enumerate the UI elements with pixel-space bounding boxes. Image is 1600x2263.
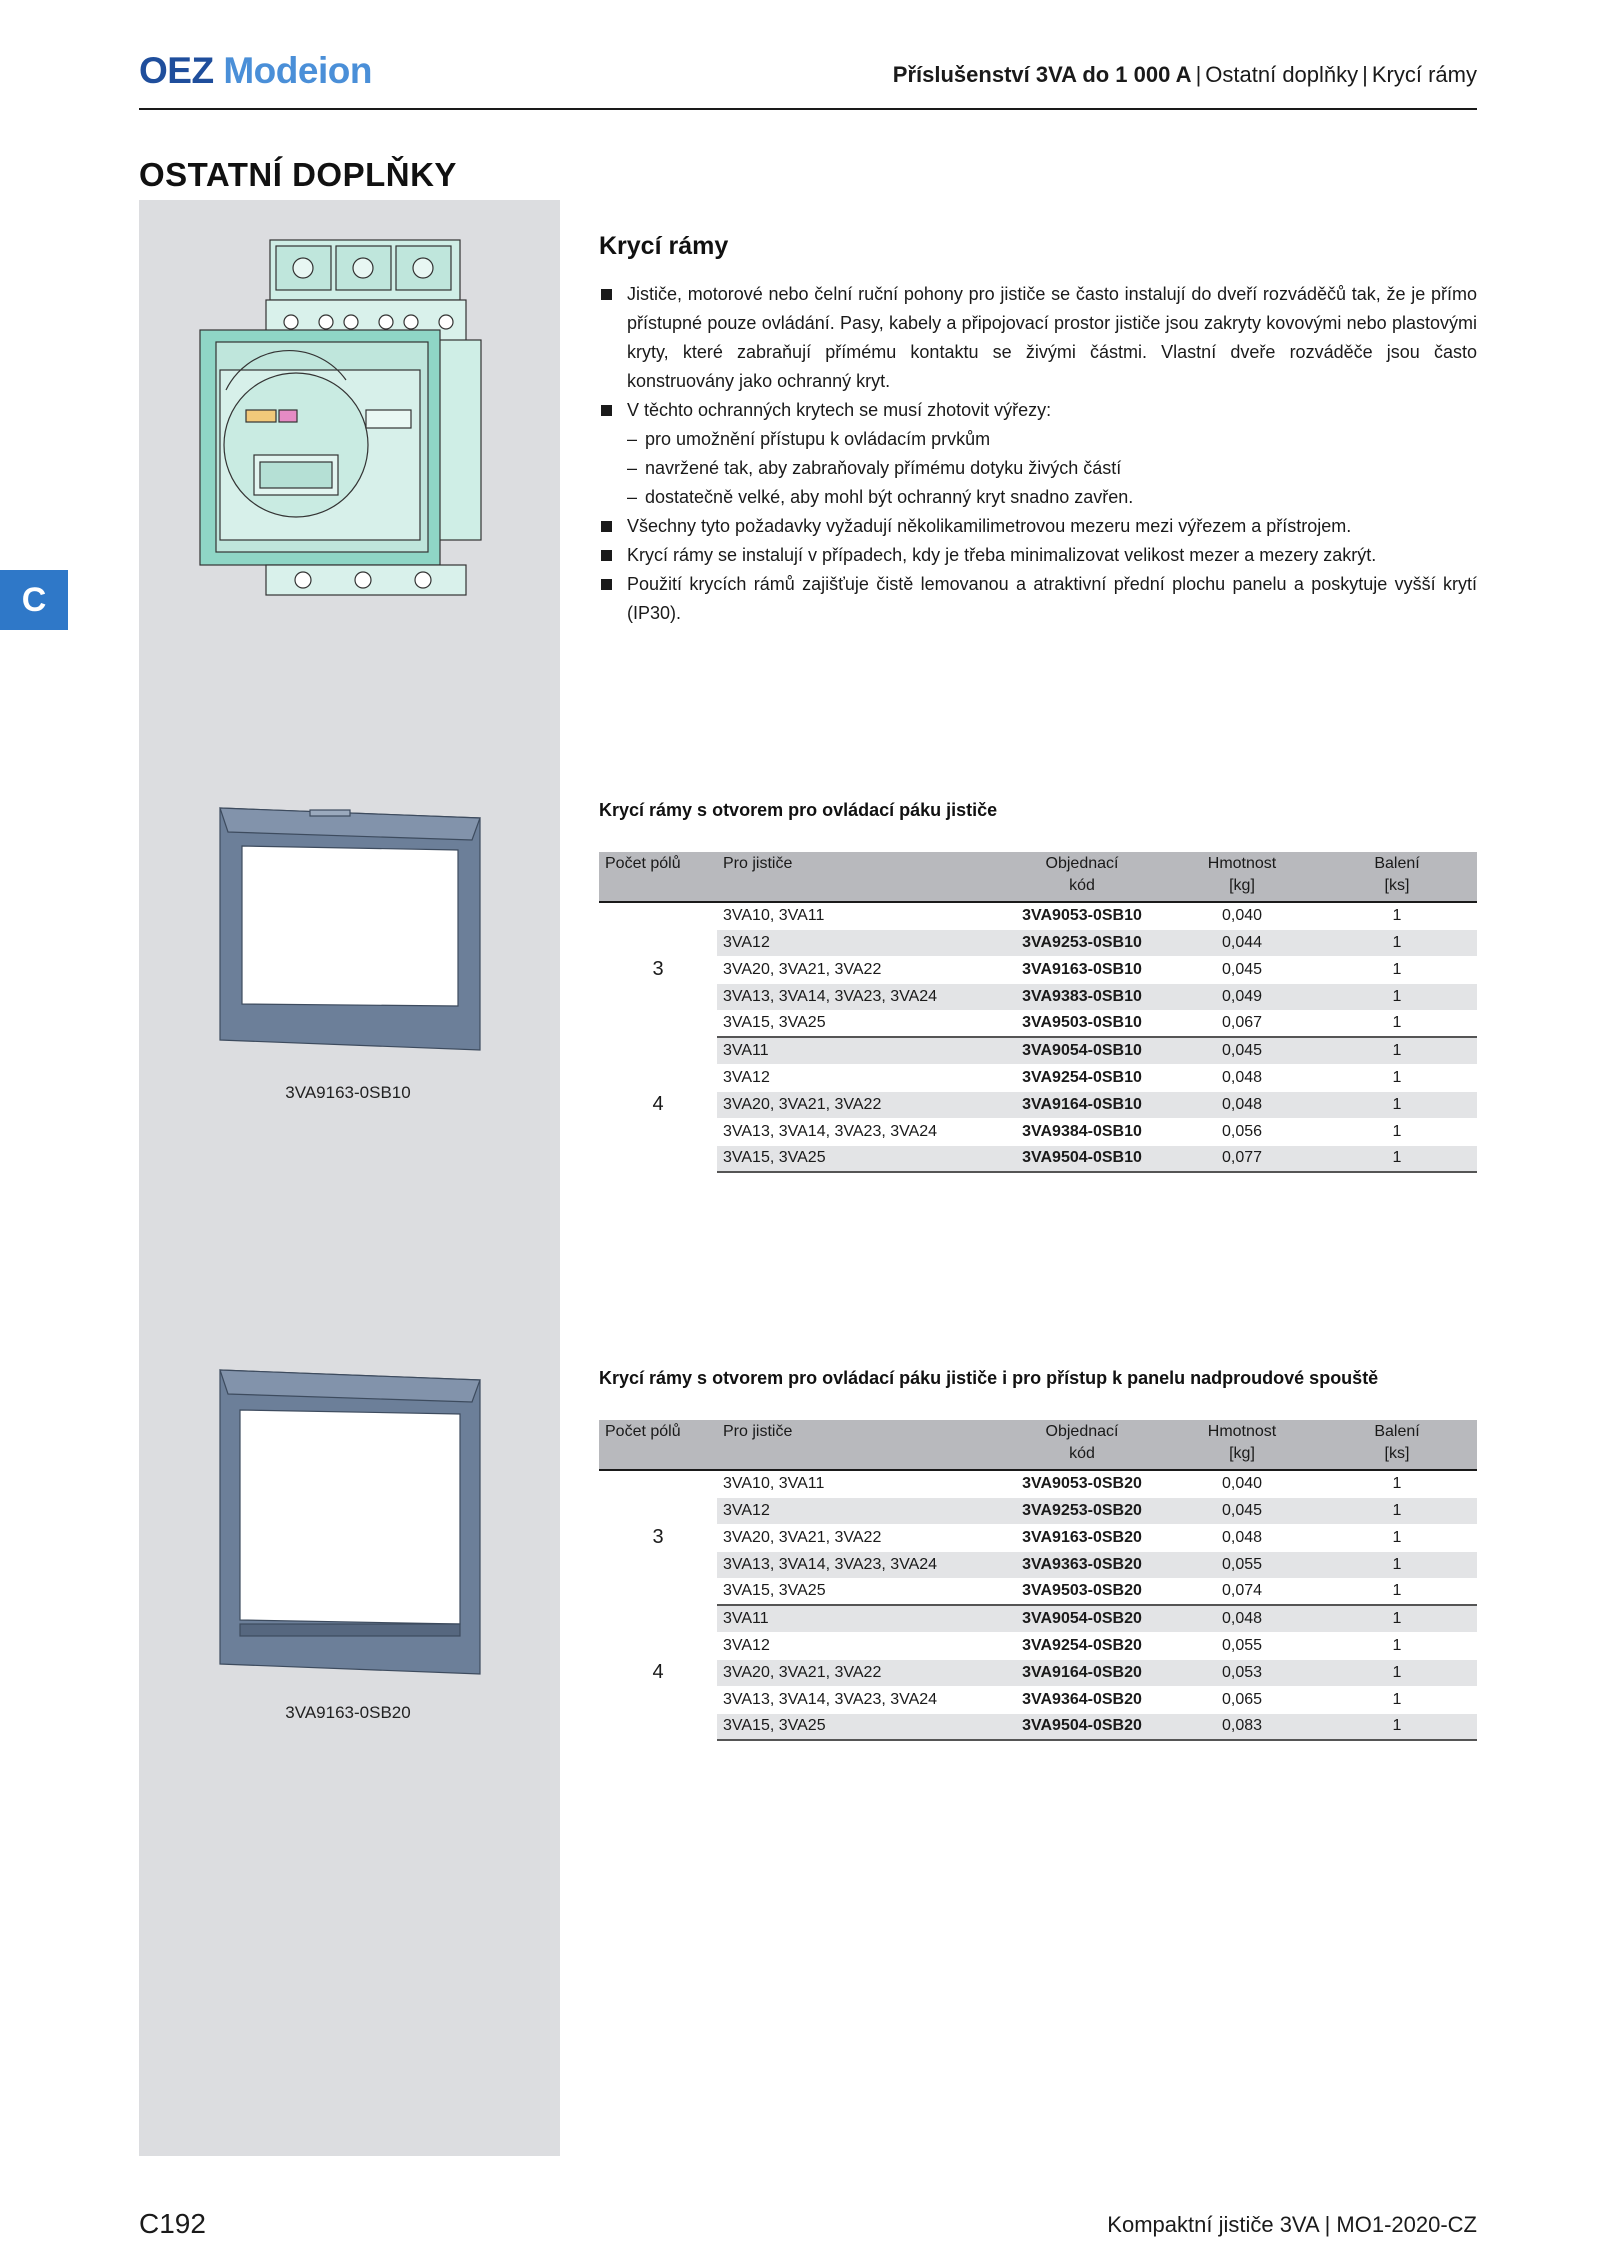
header-pack-unit: [ks]	[1317, 877, 1477, 902]
weight-cell: 0,077	[1167, 1145, 1317, 1172]
list-item: Všechny tyto požadavky vyžadují několikamilimetrovou mezeru mezi výřezem a přístrojem.	[599, 512, 1477, 541]
breakers-cell: 3VA12	[717, 1064, 997, 1091]
header-empty	[717, 1445, 997, 1470]
pack-cell: 1	[1317, 1686, 1477, 1713]
header-empty	[599, 877, 717, 902]
image-label: 3VA9163-0SB20	[285, 1703, 411, 1722]
table-row	[599, 1145, 1477, 1172]
header-divider	[139, 108, 1477, 110]
weight-cell: 0,048	[1167, 1605, 1317, 1632]
poles-cell: 4	[599, 1605, 717, 1740]
code-cell: 3VA9253-0SB10	[997, 929, 1167, 956]
table-row	[599, 1037, 1477, 1064]
pack-cell: 1	[1317, 902, 1477, 929]
weight-cell: 0,040	[1167, 1470, 1317, 1497]
weight-cell: 0,040	[1167, 902, 1317, 929]
weight-cell: 0,045	[1167, 1497, 1317, 1524]
header-weight: Hmotnost	[1167, 1420, 1317, 1445]
dash: –	[627, 429, 638, 449]
footer-doc-title: Kompaktní jističe 3VA	[1107, 2212, 1319, 2237]
weight-cell: 0,045	[1167, 1037, 1317, 1064]
table-row	[599, 1064, 1477, 1091]
breakers-cell: 3VA13, 3VA14, 3VA23, 3VA24	[717, 1686, 997, 1713]
code-cell: 3VA9163-0SB10	[997, 956, 1167, 983]
breakers-cell: 3VA20, 3VA21, 3VA22	[717, 1659, 997, 1686]
header-poles: Počet pólů	[599, 852, 717, 877]
pack-cell: 1	[1317, 1524, 1477, 1551]
code-cell: 3VA9383-0SB10	[997, 983, 1167, 1010]
code-cell: 3VA9054-0SB10	[997, 1037, 1167, 1064]
sub-list-item: – navržené tak, aby zabraňovaly přímému dotyku živých částí	[627, 458, 1122, 478]
dash: –	[627, 487, 638, 507]
breakers-cell: 3VA15, 3VA25	[717, 1010, 997, 1037]
breakers-cell: 3VA13, 3VA14, 3VA23, 3VA24	[717, 1551, 997, 1578]
breakers-cell: 3VA12	[717, 929, 997, 956]
pack-cell: 1	[1317, 1145, 1477, 1172]
breakers-cell: 3VA11	[717, 1037, 997, 1064]
table-row	[599, 1605, 1477, 1632]
breakers-cell: 3VA13, 3VA14, 3VA23, 3VA24	[717, 983, 997, 1010]
list-item: Krycí rámy se instalují v případech, kdy je třeba minimalizovat velikost mezer a mezery zakrýt.	[599, 541, 1477, 570]
breadcrumb-separator: |	[1195, 62, 1202, 87]
breadcrumb-last: Krycí rámy	[1371, 62, 1477, 87]
code-cell: 3VA9164-0SB10	[997, 1091, 1167, 1118]
poles-cell: 4	[599, 1037, 717, 1172]
pack-cell: 1	[1317, 1551, 1477, 1578]
code-cell: 3VA9053-0SB20	[997, 1470, 1167, 1497]
header-code: Objednací	[997, 1420, 1167, 1445]
breakers-cell: 3VA15, 3VA25	[717, 1145, 997, 1172]
table-row	[599, 956, 1477, 983]
table-row	[599, 1010, 1477, 1037]
pack-cell: 1	[1317, 1632, 1477, 1659]
code-cell: 3VA9364-0SB20	[997, 1686, 1167, 1713]
code-cell: 3VA9504-0SB10	[997, 1145, 1167, 1172]
table-row	[599, 1524, 1477, 1551]
breadcrumb-separator: |	[1362, 62, 1368, 87]
header-breakers: Pro jističe	[717, 852, 997, 877]
weight-cell: 0,048	[1167, 1064, 1317, 1091]
code-cell: 3VA9163-0SB20	[997, 1524, 1167, 1551]
breakers-cell: 3VA12	[717, 1632, 997, 1659]
weight-cell: 0,065	[1167, 1686, 1317, 1713]
list-item: Použití krycích rámů zajišťuje čistě lemovanou a atraktivní přední plochu panelu a poskytuje vyšší krytí (IP30).	[599, 570, 1477, 628]
pack-cell: 1	[1317, 1713, 1477, 1740]
table-row	[599, 1713, 1477, 1740]
code-cell: 3VA9254-0SB20	[997, 1632, 1167, 1659]
header-weight: Hmotnost	[1167, 852, 1317, 877]
footer-separator: |	[1324, 2212, 1331, 2237]
header-weight-unit: [kg]	[1167, 1445, 1317, 1470]
table-row	[599, 1091, 1477, 1118]
table-title: Krycí rámy s otvorem pro ovládací páku jističe	[599, 800, 998, 820]
header-poles: Počet pólů	[599, 1420, 717, 1445]
code-cell: 3VA9253-0SB20	[997, 1497, 1167, 1524]
pack-cell: 1	[1317, 956, 1477, 983]
table-row	[599, 929, 1477, 956]
table-row	[599, 1551, 1477, 1578]
logo-modeion: Modeion	[223, 50, 372, 91]
breakers-cell: 3VA15, 3VA25	[717, 1578, 997, 1605]
code-cell: 3VA9164-0SB20	[997, 1659, 1167, 1686]
weight-cell: 0,048	[1167, 1524, 1317, 1551]
cover-frame-0sb10-illustration	[210, 800, 490, 1060]
code-cell: 3VA9053-0SB10	[997, 902, 1167, 929]
sub-list-item: – dostatečně velké, aby mohl být ochranný kryt snadno zavřen.	[627, 487, 1134, 507]
poles-cell: 3	[599, 902, 717, 1037]
breakers-cell: 3VA20, 3VA21, 3VA22	[717, 956, 997, 983]
table-row	[599, 902, 1477, 929]
pack-cell: 1	[1317, 1010, 1477, 1037]
code-cell: 3VA9054-0SB20	[997, 1605, 1167, 1632]
header-pack: Balení	[1317, 852, 1477, 877]
cover-frame-0sb20-illustration	[210, 1362, 490, 1682]
code-cell: 3VA9384-0SB10	[997, 1118, 1167, 1145]
weight-cell: 0,056	[1167, 1118, 1317, 1145]
weight-cell: 0,045	[1167, 956, 1317, 983]
header-weight-unit: [kg]	[1167, 877, 1317, 902]
code-cell: 3VA9254-0SB10	[997, 1064, 1167, 1091]
poles-cell: 3	[599, 1470, 717, 1605]
breakers-cell: 3VA12	[717, 1497, 997, 1524]
header-empty	[599, 1445, 717, 1470]
table-row	[599, 983, 1477, 1010]
breakers-cell: 3VA11	[717, 1605, 997, 1632]
section-heading: Krycí rámy	[599, 232, 729, 260]
weight-cell: 0,074	[1167, 1578, 1317, 1605]
weight-cell: 0,048	[1167, 1091, 1317, 1118]
chapter-tab: C	[0, 570, 68, 630]
weight-cell: 0,055	[1167, 1551, 1317, 1578]
header-code-unit: kód	[997, 877, 1167, 902]
page-number: C192	[139, 2208, 206, 2239]
code-cell: 3VA9363-0SB20	[997, 1551, 1167, 1578]
header-breakers: Pro jističe	[717, 1420, 997, 1445]
pack-cell: 1	[1317, 929, 1477, 956]
logo-oez: OEZ	[139, 50, 214, 91]
header-empty	[717, 877, 997, 902]
table-row	[599, 1497, 1477, 1524]
weight-cell: 0,053	[1167, 1659, 1317, 1686]
sub-list-item: – pro umožnění přístupu k ovládacím prvkům	[627, 429, 991, 449]
table-row	[599, 1632, 1477, 1659]
product-table	[599, 1420, 1477, 1741]
header-code-unit: kód	[997, 1445, 1167, 1470]
pack-cell: 1	[1317, 983, 1477, 1010]
pack-cell: 1	[1317, 1118, 1477, 1145]
weight-cell: 0,049	[1167, 983, 1317, 1010]
pack-cell: 1	[1317, 1470, 1477, 1497]
product-table	[599, 852, 1477, 1173]
pack-cell: 1	[1317, 1091, 1477, 1118]
header-pack-unit: [ks]	[1317, 1445, 1477, 1470]
weight-cell: 0,067	[1167, 1010, 1317, 1037]
list-item: Jističe, motorové nebo čelní ruční pohony pro jističe se často instalují do dveří rozváděčů tak, že je přímo přístupné pouze ovládání. Pasy, kabely a připojovací prostor jističe jsou zakryty kovovými nebo plastovými kryty, které zabraňují přímému kontaktu se živými částmi. Vlastní dveře rozváděče jsou často konstruovány jako ochranný kryt.	[599, 280, 1477, 396]
pack-cell: 1	[1317, 1037, 1477, 1064]
breakers-cell: 3VA13, 3VA14, 3VA23, 3VA24	[717, 1118, 997, 1145]
code-cell: 3VA9503-0SB10	[997, 1010, 1167, 1037]
footer-doc-code: MO1-2020-CZ	[1336, 2212, 1477, 2237]
page-title: OSTATNÍ DOPLŇKY	[139, 156, 457, 193]
table-row	[599, 1686, 1477, 1713]
code-cell: 3VA9504-0SB20	[997, 1713, 1167, 1740]
table-row	[599, 1578, 1477, 1605]
header-pack: Balení	[1317, 1420, 1477, 1445]
breakers-cell: 3VA10, 3VA11	[717, 902, 997, 929]
header-code: Objednací	[997, 852, 1167, 877]
pack-cell: 1	[1317, 1064, 1477, 1091]
breakers-cell: 3VA10, 3VA11	[717, 1470, 997, 1497]
footer-doc-info	[1107, 2212, 1477, 2238]
description-list	[599, 280, 1477, 628]
brand-logo	[139, 50, 372, 92]
table-row	[599, 1659, 1477, 1686]
breadcrumb-main: Příslušenství 3VA do 1 000 A	[892, 62, 1192, 87]
table-row	[599, 1470, 1477, 1497]
breakers-cell: 3VA20, 3VA21, 3VA22	[717, 1091, 997, 1118]
breakers-cell: 3VA15, 3VA25	[717, 1713, 997, 1740]
weight-cell: 0,083	[1167, 1713, 1317, 1740]
breakers-cell: 3VA20, 3VA21, 3VA22	[717, 1524, 997, 1551]
weight-cell: 0,055	[1167, 1632, 1317, 1659]
pack-cell: 1	[1317, 1605, 1477, 1632]
pack-cell: 1	[1317, 1659, 1477, 1686]
table-row	[599, 1118, 1477, 1145]
breaker-illustration	[196, 230, 516, 600]
code-cell: 3VA9503-0SB20	[997, 1578, 1167, 1605]
pack-cell: 1	[1317, 1578, 1477, 1605]
breadcrumb	[893, 62, 1477, 88]
breadcrumb-mid: Ostatní doplňky	[1205, 62, 1359, 87]
weight-cell: 0,044	[1167, 929, 1317, 956]
dash: –	[627, 458, 638, 478]
table-title: Krycí rámy s otvorem pro ovládací páku jističe i pro přístup k panelu nadproudové spouště	[599, 1368, 1379, 1388]
pack-cell: 1	[1317, 1497, 1477, 1524]
list-item: V těchto ochranných krytech se musí zhotovit výřezy:	[599, 396, 1477, 425]
image-label: 3VA9163-0SB10	[285, 1083, 411, 1102]
